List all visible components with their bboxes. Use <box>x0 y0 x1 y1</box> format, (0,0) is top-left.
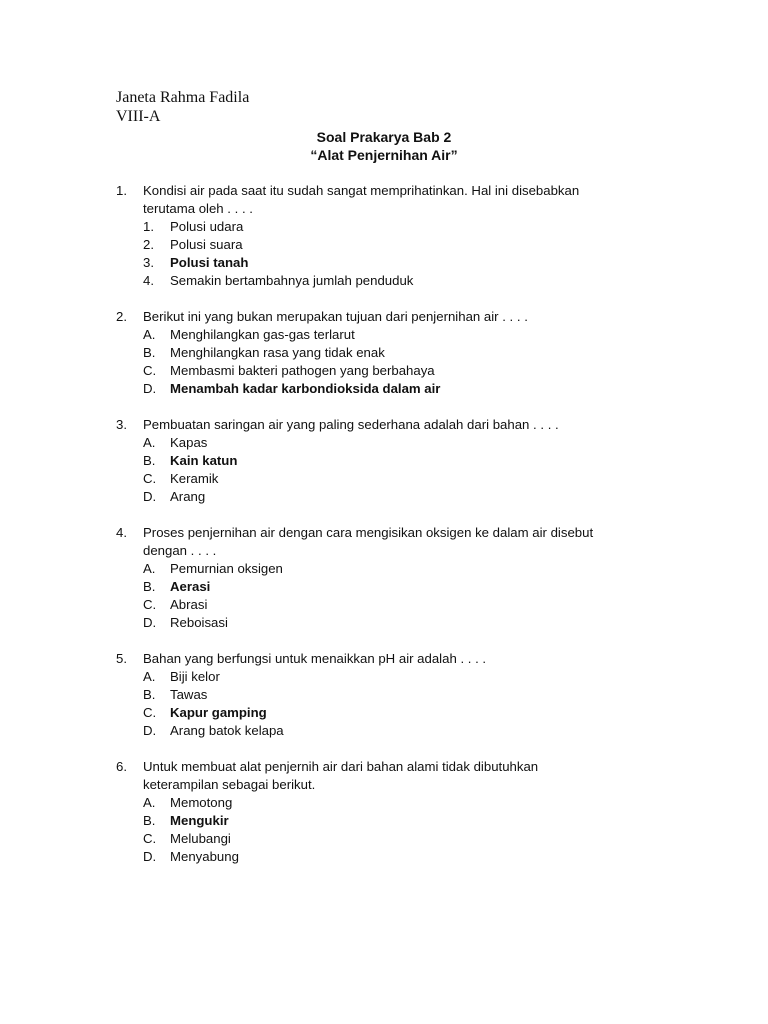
answer-option <box>143 614 656 632</box>
option-prefix: B. <box>143 345 156 360</box>
answer-options <box>143 218 656 290</box>
answer-option <box>143 254 656 272</box>
option-prefix: B. <box>143 579 156 594</box>
question-text: Proses penjernihan air dengan cara mengisikan oksigen ke dalam air disebut dengan . . . . <box>143 525 594 558</box>
option-text: Menghilangkan rasa yang tidak enak <box>170 345 385 360</box>
question-number: 6. <box>116 759 127 774</box>
option-text: Semakin bertambahnya jumlah penduduk <box>170 273 414 288</box>
answer-option <box>143 686 656 704</box>
answer-option <box>143 218 656 236</box>
option-text-selected: Polusi tanah <box>170 255 249 270</box>
option-text: Membasmi bakteri pathogen yang berbahaya <box>170 363 435 378</box>
question-text: Kondisi air pada saat itu sudah sangat memprihatinkan. Hal ini disebabkan terutama oleh . . . . <box>143 183 580 216</box>
question-body <box>143 650 656 740</box>
option-text: Arang <box>170 489 206 504</box>
option-text: Menyabung <box>170 849 239 864</box>
option-prefix: D. <box>143 849 157 864</box>
question-text: Bahan yang berfungsi untuk menaikkan pH air adalah . . . . <box>143 651 487 666</box>
option-prefix: A. <box>143 795 156 810</box>
student-name: Janeta Rahma Fadila <box>116 89 250 106</box>
question-body <box>143 758 656 866</box>
option-prefix: B. <box>143 453 156 468</box>
answer-option <box>143 362 656 380</box>
option-text: Arang batok kelapa <box>170 723 284 738</box>
answer-option <box>143 344 656 362</box>
option-prefix: 4. <box>143 273 154 288</box>
answer-option <box>143 560 656 578</box>
document-title: Soal Prakarya Bab 2 <box>316 129 452 145</box>
question-text: Berikut ini yang bukan merupakan tujuan dari penjernihan air . . . . <box>143 309 528 324</box>
question-item <box>116 182 656 290</box>
question-number: 2. <box>116 309 127 324</box>
option-prefix: A. <box>143 669 156 684</box>
option-prefix: C. <box>143 363 157 378</box>
question-number: 5. <box>116 651 127 666</box>
option-text: Memotong <box>170 795 233 810</box>
option-text-selected: Kapur gamping <box>170 705 267 720</box>
option-prefix: C. <box>143 831 157 846</box>
option-prefix: C. <box>143 471 157 486</box>
option-text: Keramik <box>170 471 219 486</box>
option-prefix: A. <box>143 327 156 342</box>
question-body <box>143 308 656 398</box>
answer-option <box>143 578 656 596</box>
question-item <box>116 416 656 506</box>
option-text-selected: Menambah kadar karbondioksida dalam air <box>170 381 441 396</box>
answer-option <box>143 812 656 830</box>
question-body <box>143 182 656 290</box>
option-text: Reboisasi <box>170 615 228 630</box>
answer-options <box>143 434 656 506</box>
answer-option <box>143 668 656 686</box>
answer-option <box>143 596 656 614</box>
question-text: Pembuatan saringan air yang paling sederhana adalah dari bahan . . . . <box>143 417 559 432</box>
question-body <box>143 416 656 506</box>
answer-option <box>143 704 656 722</box>
question-number: 3. <box>116 417 127 432</box>
option-text-selected: Aerasi <box>170 579 211 594</box>
option-prefix: 3. <box>143 255 154 270</box>
question-number: 1. <box>116 183 127 198</box>
question-text: Untuk membuat alat penjernih air dari bahan alami tidak dibutuhkan keterampilan sebagai berikut. <box>143 759 539 792</box>
option-text: Biji kelor <box>170 669 220 684</box>
option-prefix: 2. <box>143 237 154 252</box>
answer-options <box>143 794 656 866</box>
answer-option <box>143 452 656 470</box>
option-prefix: A. <box>143 435 156 450</box>
option-prefix: 1. <box>143 219 154 234</box>
option-prefix: D. <box>143 723 157 738</box>
answer-option <box>143 794 656 812</box>
answer-option <box>143 488 656 506</box>
option-text-selected: Kain katun <box>170 453 238 468</box>
option-prefix: A. <box>143 561 156 576</box>
question-body <box>143 524 656 632</box>
option-text: Polusi udara <box>170 219 244 234</box>
option-prefix: D. <box>143 489 157 504</box>
answer-option <box>143 848 656 866</box>
option-text: Menghilangkan gas-gas terlarut <box>170 327 355 342</box>
question-number: 4. <box>116 525 127 540</box>
option-text: Tawas <box>170 687 208 702</box>
option-text: Kapas <box>170 435 208 450</box>
option-text: Polusi suara <box>170 237 243 252</box>
question-item <box>116 524 656 632</box>
option-text: Melubangi <box>170 831 231 846</box>
answer-options <box>143 668 656 740</box>
answer-option <box>143 470 656 488</box>
answer-option <box>143 830 656 848</box>
answer-option <box>143 272 656 290</box>
answer-option <box>143 722 656 740</box>
option-text: Pemurnian oksigen <box>170 561 283 576</box>
answer-options <box>143 560 656 632</box>
student-class: VIII-A <box>116 108 161 125</box>
option-prefix: B. <box>143 813 156 828</box>
question-item <box>116 758 656 866</box>
question-list <box>116 182 656 884</box>
question-item <box>116 308 656 398</box>
answer-options <box>143 326 656 398</box>
option-prefix: D. <box>143 381 157 396</box>
question-item <box>116 650 656 740</box>
answer-option <box>143 236 656 254</box>
option-text-selected: Mengukir <box>170 813 229 828</box>
option-prefix: B. <box>143 687 156 702</box>
option-prefix: C. <box>143 705 157 720</box>
answer-option <box>143 326 656 344</box>
option-prefix: C. <box>143 597 157 612</box>
option-text: Abrasi <box>170 597 208 612</box>
option-prefix: D. <box>143 615 157 630</box>
answer-option <box>143 380 656 398</box>
answer-option <box>143 434 656 452</box>
document-subtitle: “Alat Penjernihan Air” <box>310 147 458 163</box>
